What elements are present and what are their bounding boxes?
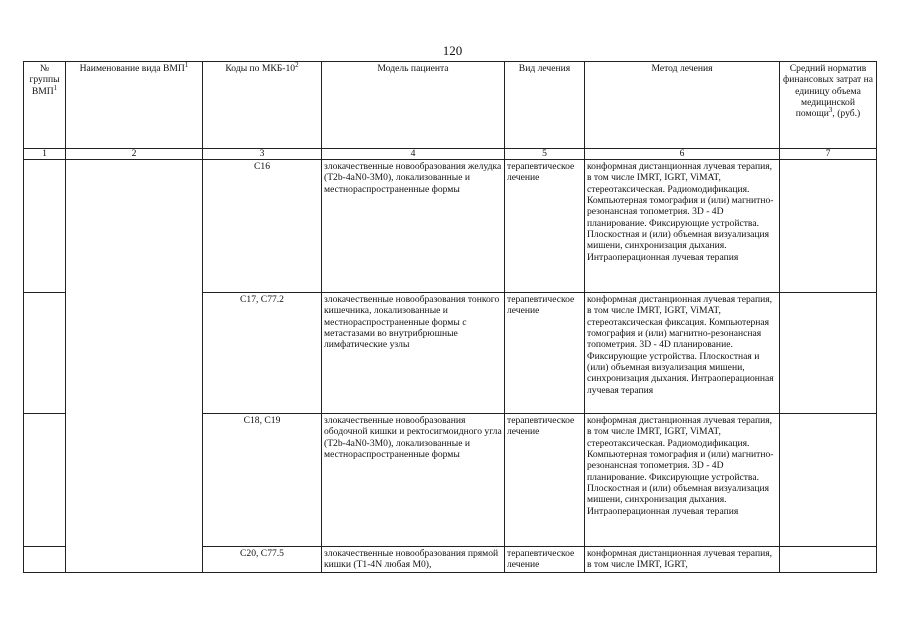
header-treatment-type: Вид лечения	[505, 62, 585, 149]
treatment-method-cell: конформная дистанционная лучевая терапия, в том числе IMRT, IGRT, ViMAT, стереотаксическая фиксация. Компьютерная томография и (или) магнитно-резонансная топометрия. 3D - 4D планирование. Фиксирующие устройства. Плоскостная и (или) объемная визуализация мишени, синхронизация дыхания. Интраоперационная лучевая терапия	[585, 293, 780, 414]
cost-cell	[780, 160, 877, 293]
icd-code-cell: C18, C19	[203, 414, 322, 547]
treatment-method-cell: конформная дистанционная лучевая терапия, в том числе IMRT, IGRT, ViMAT, стереотаксическая. Радиомодификация. Компьютерная томография и (или) магнитно-резонансная топометрия. 3D - 4D планирование. Фиксирующие устройства. Плоскостная и (или) объемная визуализация мишени, синхронизация дыхания. Интраоперационная лучевая терапия	[585, 414, 780, 547]
column-numbers-row	[24, 149, 877, 160]
header-row	[24, 62, 877, 149]
cost-cell	[780, 293, 877, 414]
patient-model-cell: злокачественные новообразования желудка (T2b-4aN0-3M0), локализованные и местнораспространенные формы	[322, 160, 505, 293]
column-number: 4	[322, 149, 505, 160]
cost-cell	[780, 414, 877, 547]
icd-code-cell: C16	[203, 160, 322, 293]
patient-model-cell: злокачественные новообразования тонкого кишечника, локализованные и местнораспространенные формы с метастазами во внутрибрюшные лимфатические узлы	[322, 293, 505, 414]
treatment-type-cell: терапевтическое лечение	[505, 414, 585, 547]
table-row	[24, 160, 877, 293]
header-icd-codes: Коды по МКБ-$10^2$	[203, 62, 322, 149]
group-number-cell	[24, 293, 66, 414]
vmp-name-cell	[66, 160, 203, 573]
column-number: 2	[66, 149, 203, 160]
icd-code-cell: C17, C77.2	[203, 293, 322, 414]
column-number: 5	[505, 149, 585, 160]
treatment-method-cell: конформная дистанционная лучевая терапия, в том числе IMRT, IGRT,	[585, 547, 780, 573]
patient-model-cell: злокачественные новообразования ободочной кишки и ректосигмоидного угла (T2b-4aN0-3M0), локализованные и местнораспространенные формы	[322, 414, 505, 547]
group-number-cell	[24, 414, 66, 547]
header-vmp-name: Наименование вида ВМП$^1$	[66, 62, 203, 149]
header-patient-model: Модель пациента	[322, 62, 505, 149]
page-number: 120	[442, 43, 463, 58]
treatment-type-cell: терапевтическое лечение	[505, 547, 585, 573]
treatment-type-cell: терапевтическое лечение	[505, 160, 585, 293]
column-number: 7	[780, 149, 877, 160]
treatment-method-cell: конформная дистанционная лучевая терапия, в том числе IMRT, IGRT, ViMAT, стереотаксическая. Радиомодификация. Компьютерная томография и (или) магнитно-резонансная топометрия. 3D - 4D планирование. Фиксирующие устройства. Плоскостная и (или) объемная визуализация мишени, синхронизация дыхания. Интраоперационная лучевая терапия	[585, 160, 780, 293]
icd-code-cell: C20, C77.5	[203, 547, 322, 573]
header-average-cost: Средний норматив финансовых затрат на единицу объема медицинской помощи$^3$, (руб.)	[780, 62, 877, 149]
vmp-table	[23, 61, 877, 573]
group-number-cell	[24, 160, 66, 293]
cost-cell	[780, 547, 877, 573]
patient-model-cell: злокачественные новообразования прямой кишки (T1-4N любая M0),	[322, 547, 505, 573]
header-group-number: № группы ВМП$^1$	[24, 62, 66, 149]
group-number-cell	[24, 547, 66, 573]
header-treatment-method: Метод лечения	[585, 62, 780, 149]
column-number: 3	[203, 149, 322, 160]
treatment-type-cell: терапевтическое лечение	[505, 293, 585, 414]
column-number: 6	[585, 149, 780, 160]
column-number: 1	[24, 149, 66, 160]
